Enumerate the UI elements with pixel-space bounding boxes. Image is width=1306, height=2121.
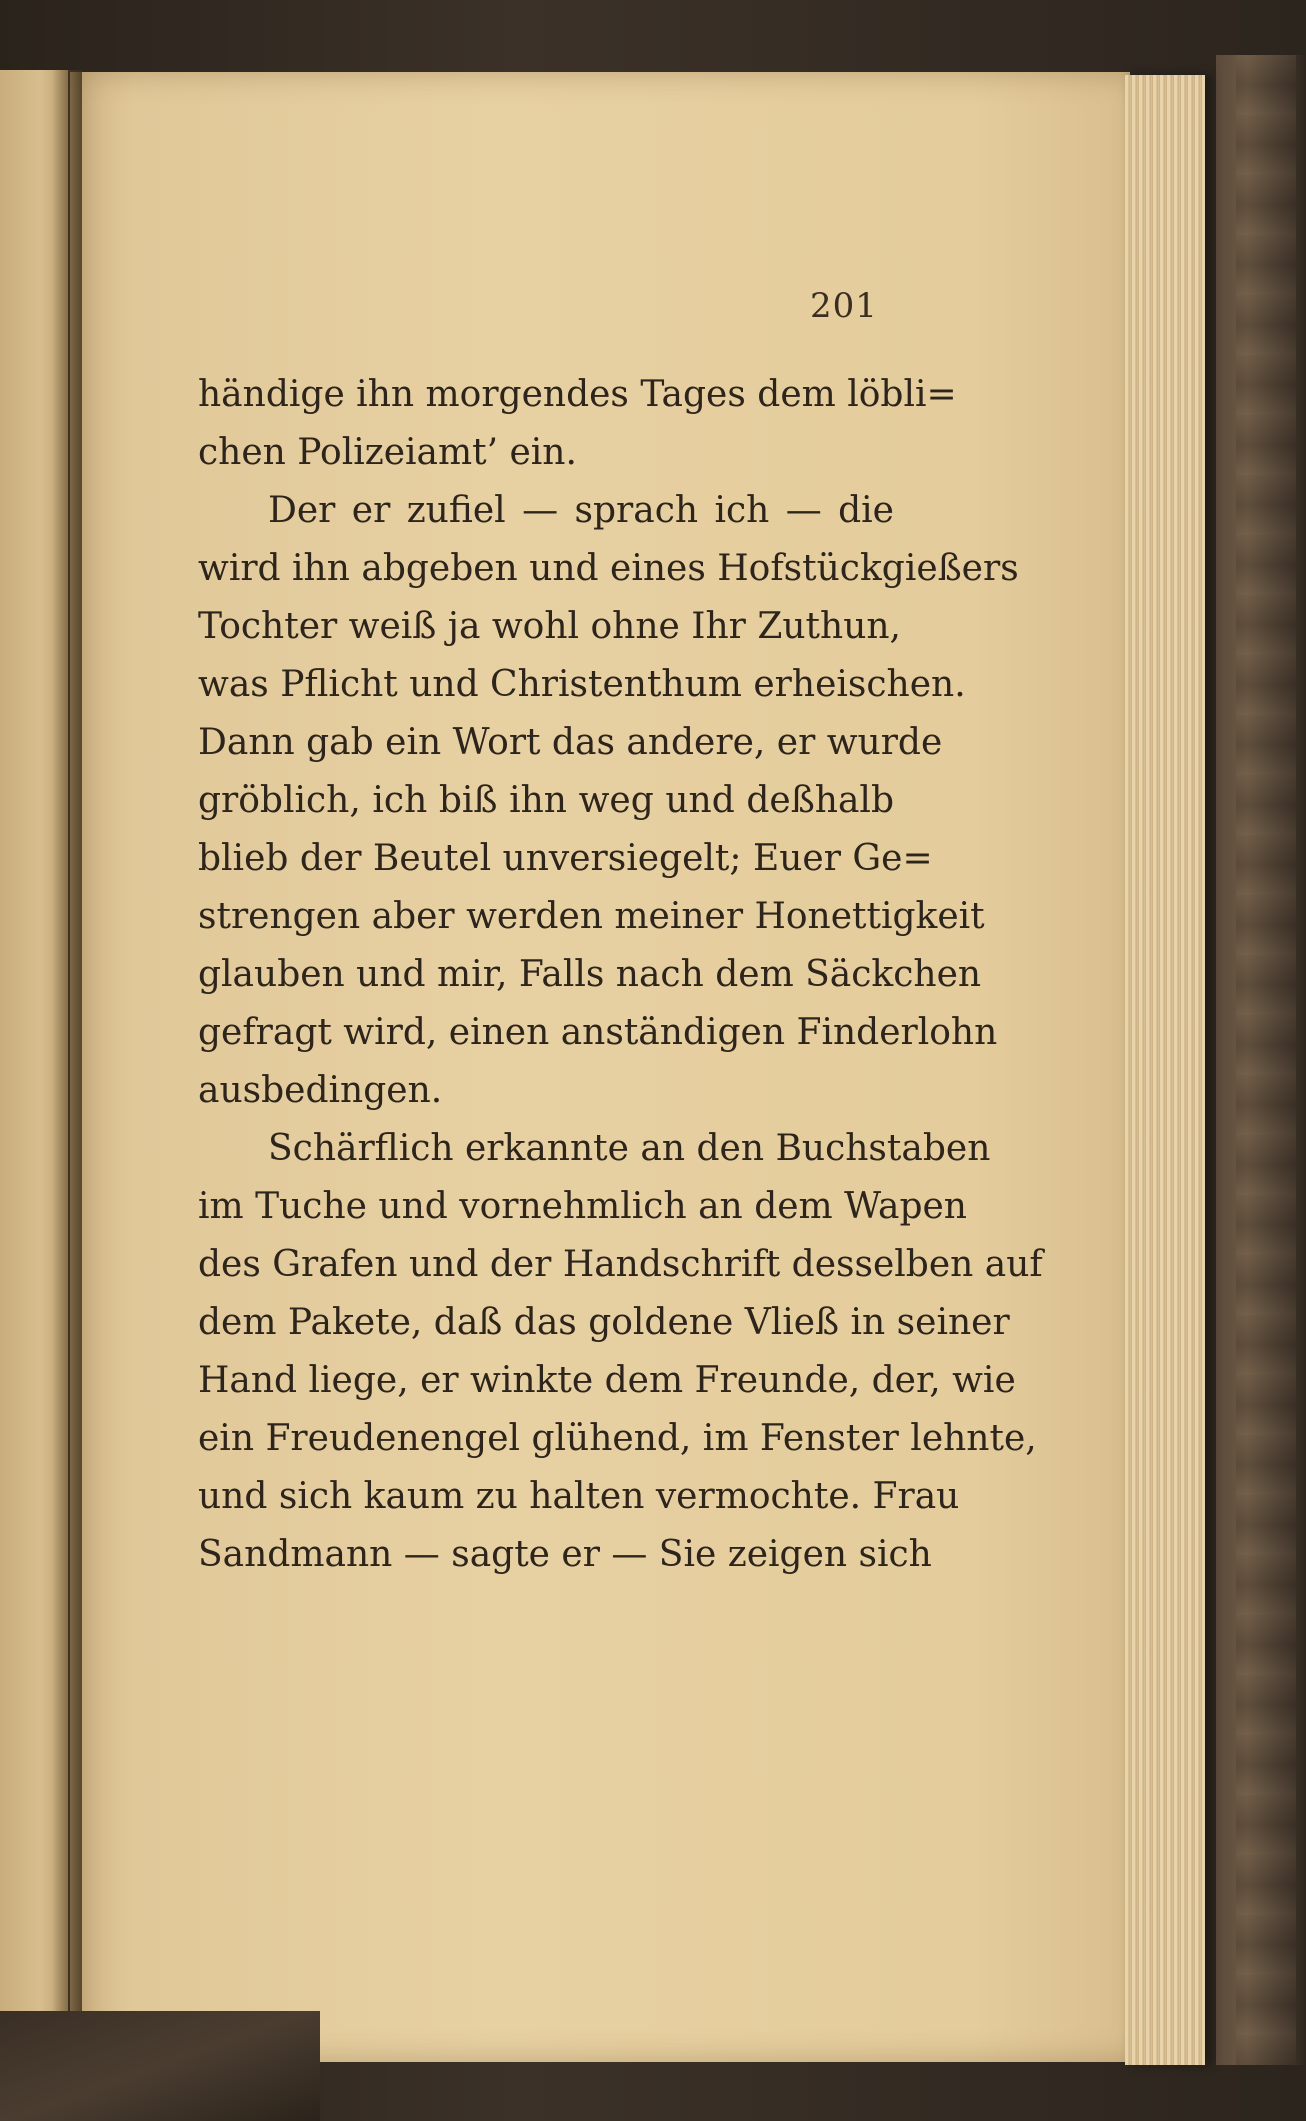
- text-line: ein Freudenengel glühend, im Fenster lehnte,: [198, 1418, 1037, 1459]
- text-line: glauben und mir, Falls nach dem Säckchen: [198, 954, 982, 995]
- text-line: Sandmann — sagte er — Sie zeigen sich: [198, 1534, 932, 1575]
- text-line: Der er zufiel — sprach ich — die: [268, 490, 894, 531]
- page-gutter-shadow: [52, 70, 82, 2055]
- page-number: 201: [810, 286, 878, 326]
- text-line: Tochter weiß ja wohl ohne Ihr Zuthun,: [198, 606, 902, 647]
- page-stack-edges: [1125, 75, 1205, 2065]
- text-line: Hand liege, er winkte dem Freunde, der, wie: [198, 1360, 1016, 1401]
- text-line: Schärflich erkannte an den Buchstaben: [268, 1128, 991, 1169]
- text-line: Dann gab ein Wort das andere, er wurde: [198, 722, 943, 763]
- text-line: blieb der Beutel unversiegelt; Euer Ge=: [198, 838, 933, 879]
- text-line: dem Pakete, daß das goldene Vließ in seiner: [198, 1302, 1010, 1343]
- text-line: gefragt wird, einen anständigen Finderlohn: [198, 1012, 998, 1053]
- text-line: strengen aber werden meiner Honettigkeit: [198, 896, 985, 937]
- text-line: chen Polizeiamt’ ein.: [198, 432, 577, 473]
- text-line: gröblich, ich biß ihn weg und deßhalb: [198, 780, 894, 821]
- text-line: wird ihn abgeben und eines Hofstückgießers: [198, 548, 1019, 589]
- text-line: händige ihn morgendes Tages dem löbli=: [198, 374, 957, 415]
- text-line: ausbedingen.: [198, 1070, 443, 1111]
- text-line: im Tuche und vornehmlich an dem Wapen: [198, 1186, 967, 1227]
- page-body-text: [198, 366, 1043, 1584]
- book-spine-edge: [1216, 55, 1306, 2065]
- text-line: und sich kaum zu halten vermochte. Frau: [198, 1476, 960, 1517]
- text-line: was Pflicht und Christenthum erheischen.: [198, 664, 966, 705]
- bookmark-ribbon: [0, 2011, 320, 2121]
- text-line: des Grafen und der Handschrift desselben auf: [198, 1244, 1043, 1285]
